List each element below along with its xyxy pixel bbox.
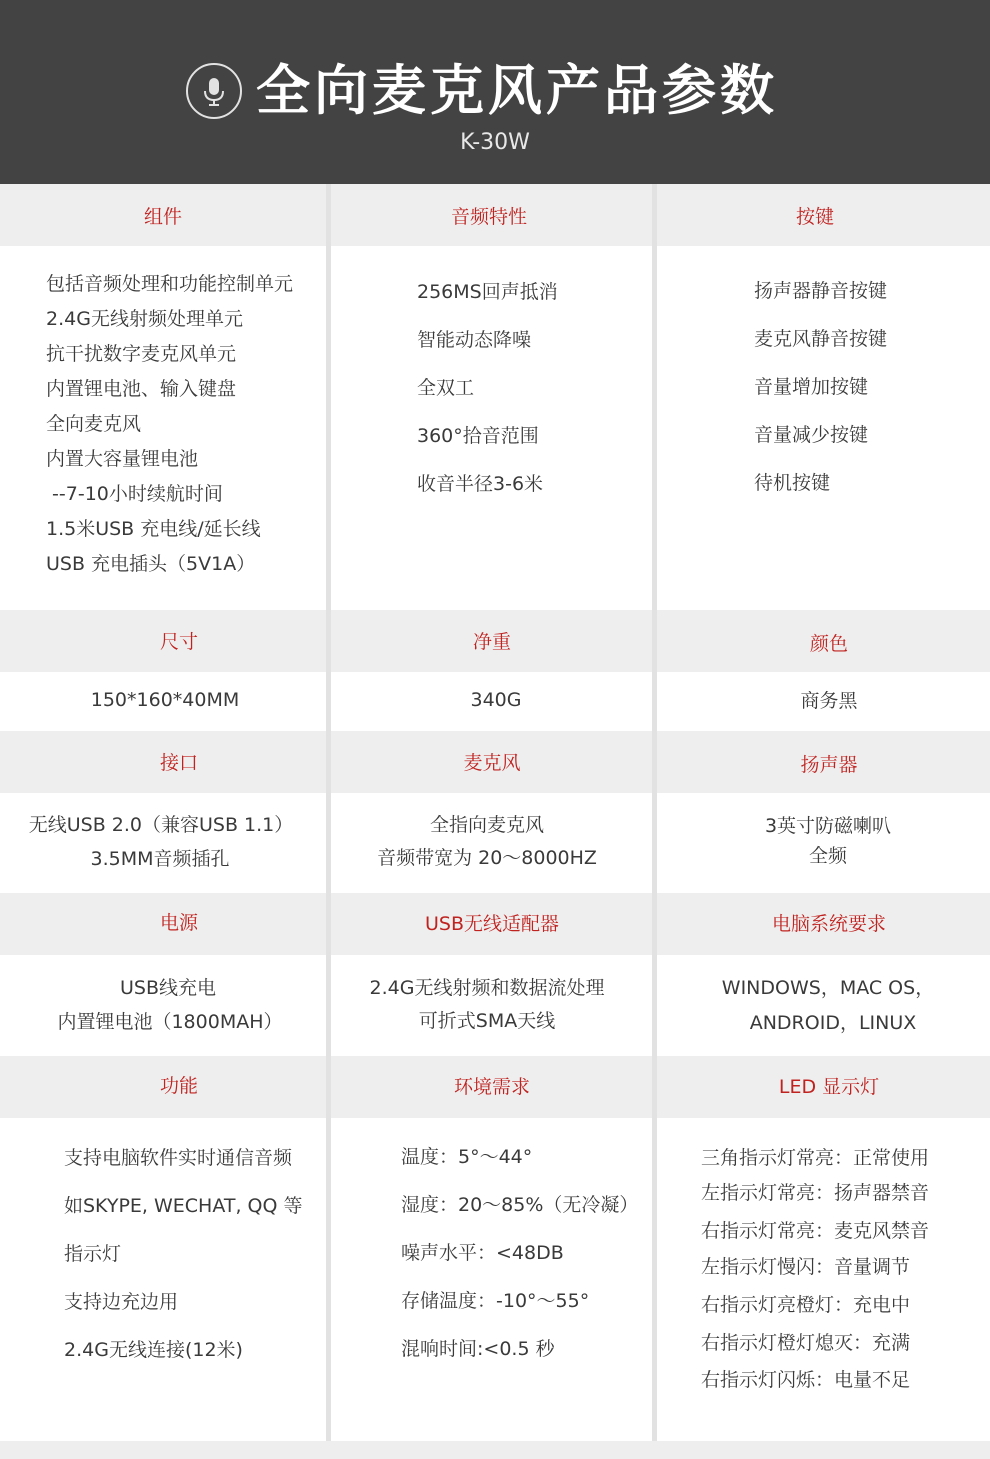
list-item: 待机按键 — [754, 472, 831, 494]
system-line: ANDROID，LINUX — [749, 1012, 917, 1034]
list-item: 全双工 — [417, 377, 475, 399]
list-item: 支持边充边用 — [64, 1291, 179, 1313]
speaker-line: 3英寸防磁喇叭 — [764, 815, 892, 837]
list-item: 音量减少按键 — [754, 424, 869, 446]
microphone-line: 音频带宽为 20～8000HZ — [377, 847, 597, 869]
heading-weight: 净重 — [472, 631, 511, 653]
list-item: 音量增加按键 — [754, 376, 869, 398]
list-item: 支持电脑软件实时通信音频 — [64, 1147, 293, 1169]
list-item: 温度：5°～44° — [401, 1146, 533, 1168]
adapter-line: 可折式SMA天线 — [418, 1010, 556, 1032]
list-item: 麦克风静音按键 — [754, 328, 888, 350]
list-item: 内置锂电池、输入键盘 — [46, 378, 237, 400]
heading-environment: 环境需求 — [453, 1076, 530, 1098]
heading-audio: 音频特性 — [450, 206, 527, 228]
column-divider — [652, 184, 657, 1441]
speaker-line: 全频 — [808, 845, 847, 867]
list-item: --7-10小时续航时间 — [46, 483, 223, 505]
list-item: 存储温度：-10°～55° — [401, 1290, 590, 1312]
weight-value: 340G — [470, 689, 522, 711]
list-item: 智能动态降噪 — [417, 329, 532, 351]
list-item: 右指示灯闪烁：电量不足 — [701, 1369, 911, 1391]
list-item: 256MS回声抵消 — [417, 281, 558, 303]
list-item: 噪声水平：<48DB — [401, 1242, 564, 1264]
list-item: 全向麦克风 — [46, 413, 142, 435]
bottom-band — [0, 1441, 990, 1459]
heading-speaker: 扬声器 — [800, 754, 858, 776]
interface-line: 3.5MM音频插孔 — [90, 848, 230, 870]
list-item: 左指示灯慢闪：音量调节 — [701, 1256, 911, 1278]
heading-buttons: 按键 — [795, 206, 834, 228]
list-item: 扬声器静音按键 — [754, 280, 888, 302]
list-item: 湿度：20～85%（无冷凝） — [401, 1194, 639, 1216]
system-line: WINDOWS，MAC OS， — [721, 977, 935, 999]
list-item: 右指示灯橙灯熄灭：充满 — [701, 1332, 911, 1354]
color-value: 商务黑 — [800, 690, 858, 712]
page-header — [0, 0, 990, 184]
list-item: 左指示灯常亮：扬声器禁音 — [701, 1182, 930, 1204]
list-item: 如SKYPE, WECHAT, QQ 等 — [64, 1195, 303, 1217]
list-item: USB 充电插头（5V1A） — [46, 553, 256, 575]
list-item: 内置大容量锂电池 — [46, 448, 199, 470]
heading-led: LED 显示灯 — [778, 1076, 880, 1098]
list-item: 收音半径3-6米 — [417, 473, 544, 495]
list-item: 右指示灯亮橙灯：充电中 — [701, 1294, 911, 1316]
list-item: 2.4G无线连接(12米) — [64, 1339, 243, 1361]
list-item: 三角指示灯常亮：正常使用 — [701, 1147, 930, 1169]
microphone-line: 全指向麦克风 — [429, 814, 544, 836]
list-item: 抗干扰数字麦克风单元 — [46, 343, 237, 365]
microphone-icon — [186, 63, 242, 119]
heading-size: 尺寸 — [159, 631, 198, 653]
heading-power: 电源 — [159, 912, 198, 934]
list-item: 2.4G无线射频处理单元 — [46, 308, 243, 330]
heading-interface: 接口 — [159, 752, 198, 774]
model-number: K-30W — [460, 130, 530, 155]
list-item: 360°拾音范围 — [417, 425, 539, 447]
list-item: 1.5米USB 充电线/延长线 — [46, 518, 261, 540]
list-item: 包括音频处理和功能控制单元 — [46, 273, 294, 295]
heading-adapter: USB无线适配器 — [424, 913, 559, 935]
adapter-line: 2.4G无线射频和数据流处理 — [369, 977, 605, 999]
heading-system: 电脑系统要求 — [771, 913, 886, 935]
size-value: 150*160*40MM — [90, 689, 240, 711]
heading-function: 功能 — [159, 1075, 198, 1097]
heading-microphone: 麦克风 — [463, 752, 521, 774]
list-item: 混响时间:<0.5 秒 — [401, 1338, 555, 1360]
page-title: 全向麦克风产品参数 — [256, 59, 778, 122]
list-item: 指示灯 — [64, 1243, 122, 1265]
power-line: USB线充电 — [119, 977, 216, 999]
power-line: 内置锂电池（1800MAH） — [57, 1011, 283, 1033]
heading-components: 组件 — [143, 206, 182, 228]
interface-line: 无线USB 2.0（兼容USB 1.1） — [28, 814, 294, 836]
heading-color: 颜色 — [809, 633, 848, 655]
list-item: 右指示灯常亮：麦克风禁音 — [701, 1220, 930, 1242]
